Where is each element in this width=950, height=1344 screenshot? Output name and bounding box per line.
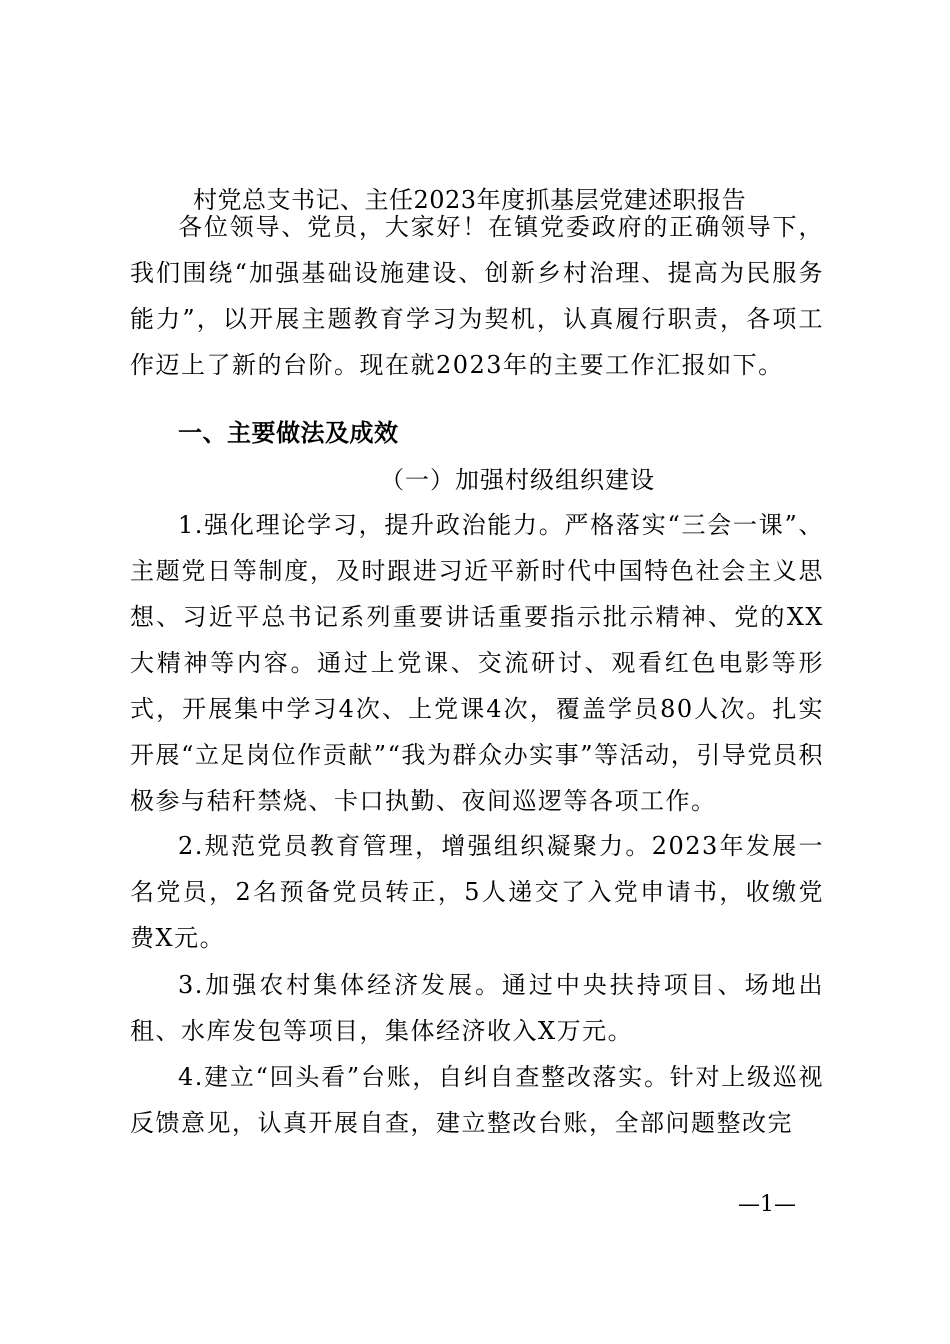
body-paragraph-3: 3.加强农村集体经济发展。通过中央扶持项目、场地出租、水库发包等项目，集体经济收入X万元。 xyxy=(130,971,824,1045)
subsection-heading: （一）加强村级组织建设 xyxy=(380,466,655,494)
body-paragraph-1: 1.强化理论学习，提升政治能力。严格落实“三会一课”、主题党日等制度，及时跟进习近平新时代中国特色社会主义思想、习近平总书记系列重要讲话重要指示批示精神、党的XX大精神等内容。通过上党课、交流研讨、观看红色电影等形式，开展集中学习4次、上党课4次，覆盖学员80人次。扎实开展“立足岗位作贡献”“我为群众办实事”等活动，引导党员积极参与秸秆禁烧、卡口执勤、夜间巡逻等各项工作。 xyxy=(130,511,824,815)
body-paragraph-2: 2.规范党员教育管理，增强组织凝聚力。2023年发展一名党员，2名预备党员转正，5人递交了入党申请书，收缴党费X元。 xyxy=(130,832,824,952)
intro-paragraph: 各位领导、党员，大家好！在镇党委政府的正确领导下，我们围绕“加强基础设施建设、创新乡村治理、提高为民服务能力”，以开展主题教育学习为契机，认真履行职责，各项工作迈上了新的台阶。现在就2023年的主要工作汇报如下。 xyxy=(130,213,824,379)
page-number: —1— xyxy=(738,1192,796,1217)
section-heading: 一、主要做法及成效 xyxy=(178,418,399,447)
document-title: 村党总支书记、主任2023年度抓基层党建述职报告 xyxy=(193,186,747,214)
body-paragraph-4: 4.建立“回头看”台账，自纠自查整改落实。针对上级巡视反馈意见，认真开展自查，建立整改台账，全部问题整改完 xyxy=(130,1063,824,1137)
